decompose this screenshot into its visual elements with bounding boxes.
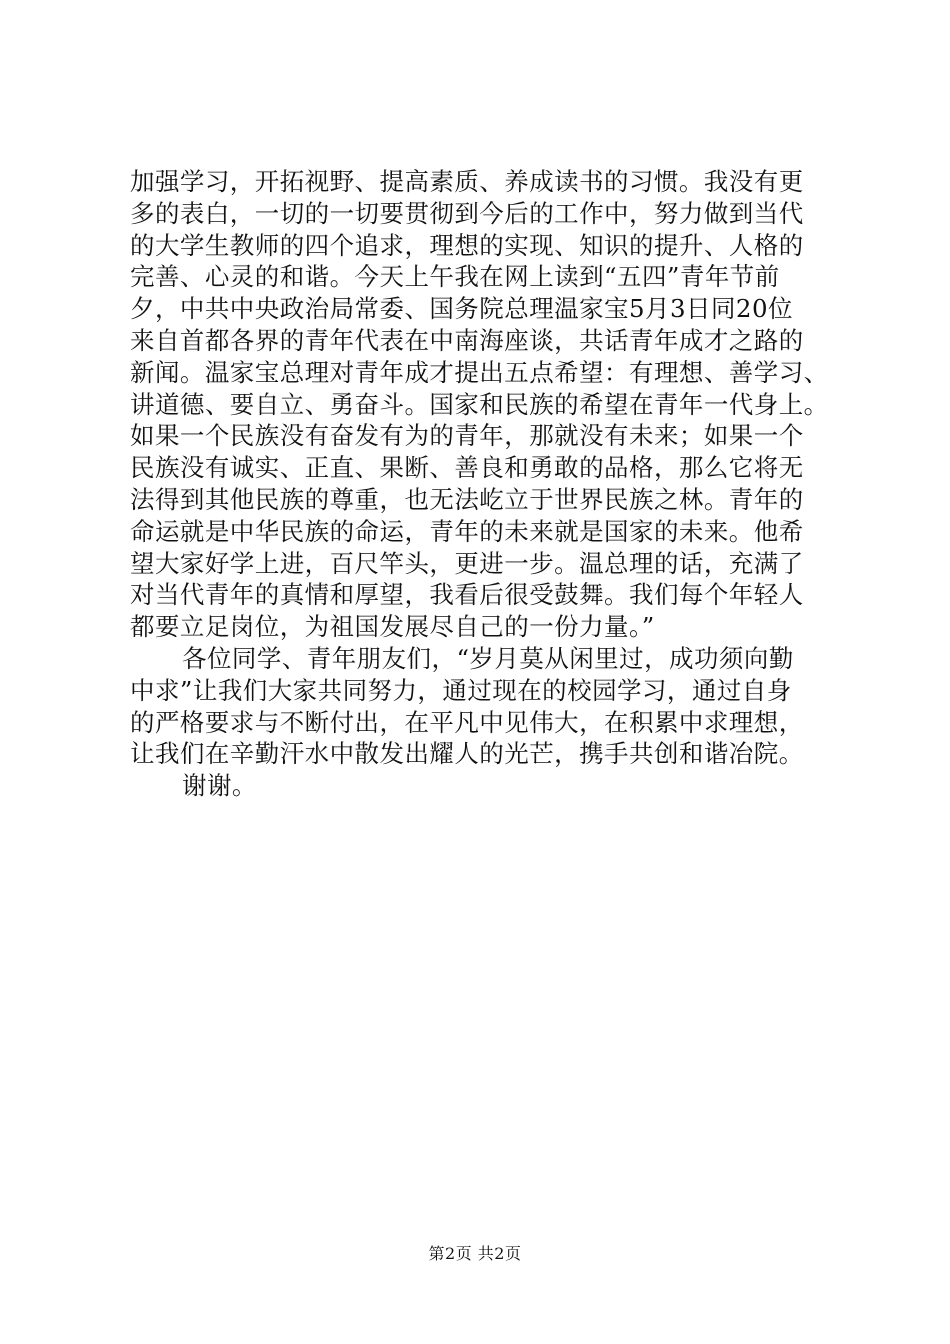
text-line: 加强学习，开拓视野、提高素质、养成读书的习惯。我没有更 <box>130 167 804 196</box>
text-line: 完善、心灵的和谐。今天上午我在网上读到“五四”青年节前 <box>130 262 780 292</box>
text-line: 如果一个民族没有奋发有为的青年，那就没有未来；如果一个 <box>130 421 804 451</box>
text-line: 民族没有诚实、正直、果断、善良和勇敢的品格，那么它将无 <box>130 453 804 483</box>
text-line: 讲道德、要自立、勇奋斗。国家和民族的希望在青年一代身上。 <box>130 389 829 419</box>
text-line: 对当代青年的真情和厚望，我看后很受鼓舞。我们每个年轻人 <box>130 580 804 610</box>
text-line: 法得到其他民族的尊重，也无法屹立于世界民族之林。青年的 <box>130 484 804 514</box>
text-line: 来自首都各界的青年代表在中南海座谈，共话青年成才之路的 <box>130 325 804 355</box>
text-line: 让我们在辛勤汗水中散发出耀人的光芒，携手共创和谐冶院。 <box>130 739 804 769</box>
text-line: 的大学生教师的四个追求，理想的实现、知识的提升、人格的 <box>130 230 804 260</box>
text-line: 中求”让我们大家共同努力，通过现在的校园学习，通过自身 <box>130 675 792 705</box>
text-line: 夕，中共中央政治局常委、国务院总理温家宝5月3日同20位 <box>130 294 793 324</box>
text-line: 望大家好学上进，百尺竿头，更进一步。温总理的话，充满了 <box>130 548 804 578</box>
text-line: 新闻。温家宝总理对青年成才提出五点希望：有理想、善学习、 <box>130 357 829 387</box>
text-line: 都要立足岗位，为祖国发展尽自己的一份力量。” <box>130 612 655 642</box>
text-line: 命运就是中华民族的命运，青年的未来就是国家的未来。他希 <box>130 516 804 546</box>
document-body <box>130 166 830 802</box>
closing-thanks: 谢谢。 <box>182 771 257 801</box>
page-footer: 第2页 共2页 <box>428 1244 522 1263</box>
text-line: 多的表白，一切的一切要贯彻到今后的工作中，努力做到当代 <box>130 198 804 228</box>
text-line: 的严格要求与不断付出，在平凡中见伟大，在积累中求理想， <box>130 707 804 737</box>
paragraph-first-line: 各位同学、青年朋友们，“岁月莫从闲里过，成功须向勤 <box>182 643 794 673</box>
